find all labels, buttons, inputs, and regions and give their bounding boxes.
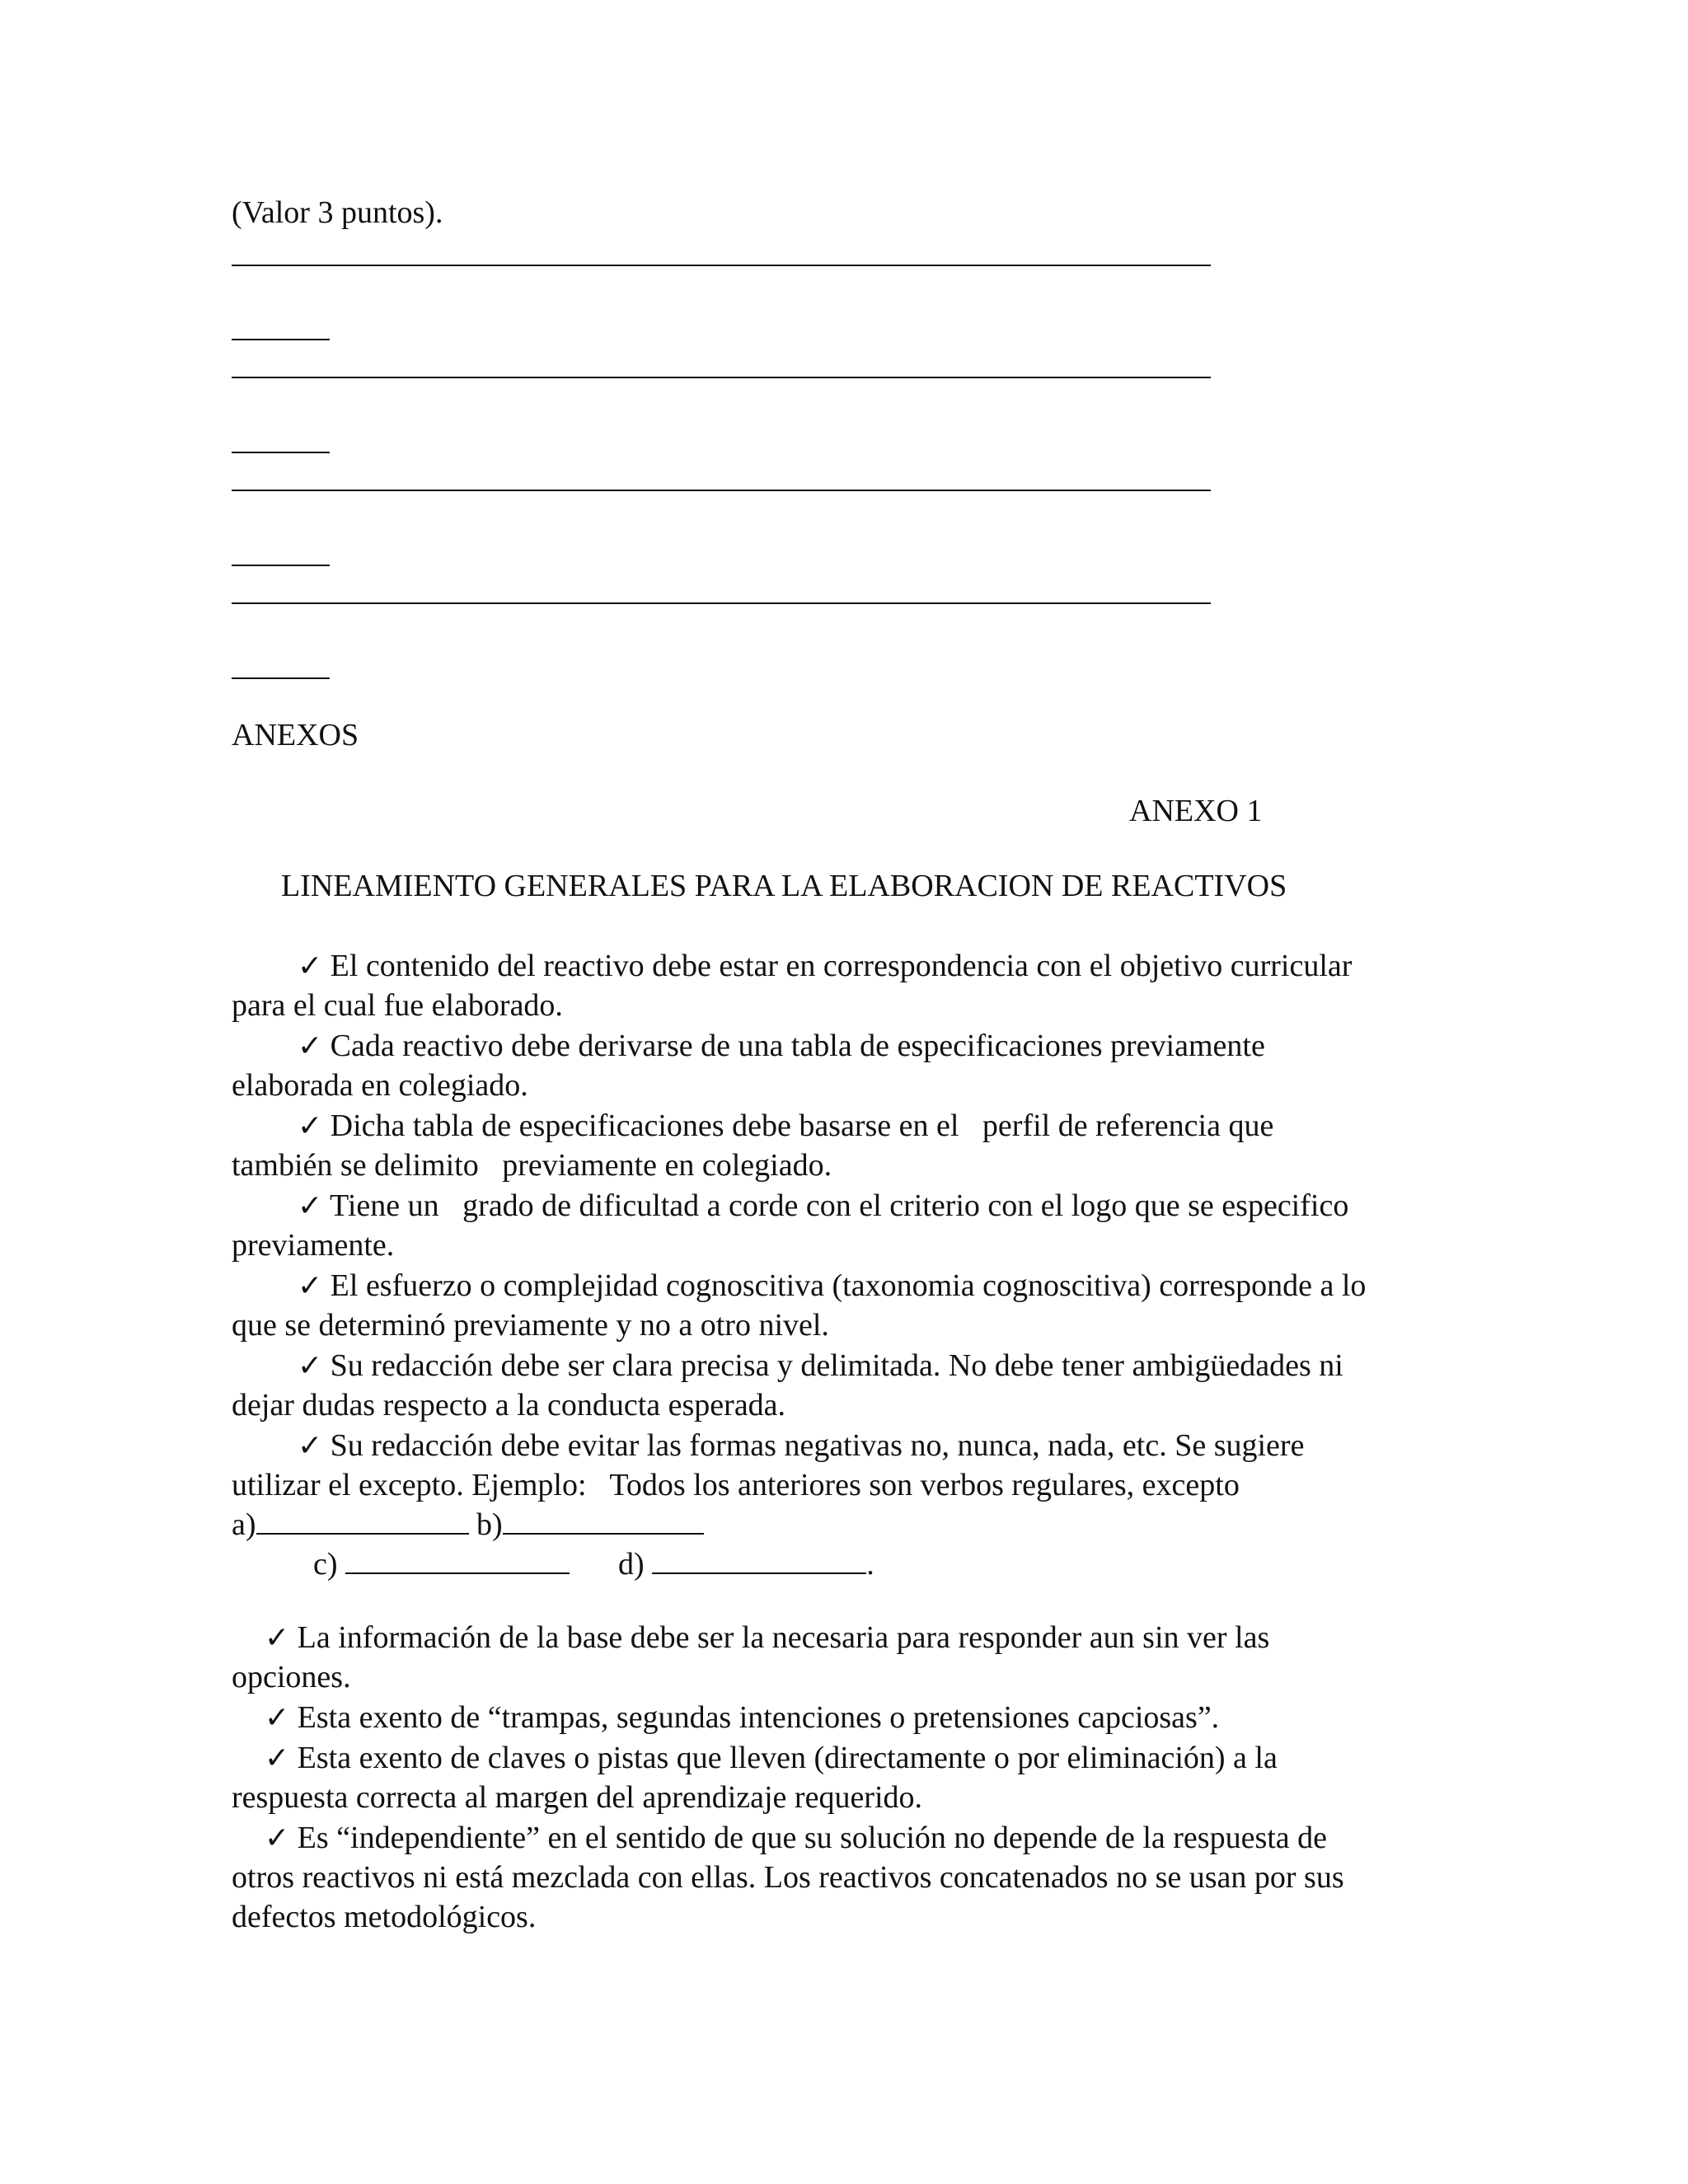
answer-line — [232, 265, 1211, 266]
answer-line — [232, 377, 1211, 378]
guideline-item: ✓ El esfuerzo o complejidad cognoscitiva (taxonomia cognoscitiva) corresponde a lo — [298, 1268, 1367, 1303]
example-options-row: c) d) . — [313, 1544, 874, 1584]
annex-label: ANEXO 1 — [1129, 794, 1263, 828]
points-value-text: (Valor 3 puntos). — [232, 195, 443, 230]
guideline-item: ✓ Esta exento de claves o pistas que lleven (directamente o por eliminación) a la — [265, 1741, 1278, 1775]
option-b-blank — [503, 1505, 704, 1535]
answer-line — [232, 490, 1211, 491]
option-c-blank — [345, 1544, 570, 1574]
option-a-label: a) — [232, 1507, 256, 1542]
answer-short-line — [232, 677, 330, 679]
checkmark-icon: ✓ — [298, 1189, 323, 1223]
guideline-item: ✓ La información de la base debe ser la necesaria para responder aun sin ver las — [265, 1620, 1270, 1655]
guideline-item: ✓ Dicha tabla de especificaciones debe basarse en el perfil de referencia que — [298, 1108, 1274, 1143]
guideline-item: ✓ Su redacción debe ser clara precisa y delimitada. No debe tener ambigüedades ni — [298, 1348, 1343, 1383]
option-b-label: b) — [476, 1507, 503, 1542]
annexes-heading: ANEXOS — [232, 718, 359, 752]
guideline-item: ✓ Tiene un grado de dificultad a corde con el criterio con el logo que se especifico — [298, 1188, 1349, 1223]
guideline-item-cont: dejar dudas respecto a la conducta esperada. — [232, 1388, 786, 1422]
guideline-item-cont: para el cual fue elaborado. — [232, 988, 563, 1023]
example-options-row — [232, 1505, 704, 1544]
answer-short-line — [232, 339, 330, 340]
checkmark-icon: ✓ — [265, 1621, 290, 1655]
guideline-item-cont: respuesta correcta al margen del aprendizaje requerido. — [232, 1780, 923, 1815]
option-c-label: c) — [313, 1547, 338, 1582]
guideline-item-cont: opciones. — [232, 1660, 351, 1694]
guideline-item: ✓ Es “independiente” en el sentido de que su solución no depende de la respuesta de — [265, 1821, 1328, 1855]
answer-line — [232, 602, 1211, 604]
answer-short-line — [232, 565, 330, 566]
checkmark-icon: ✓ — [298, 1029, 323, 1063]
checkmark-icon: ✓ — [298, 1109, 323, 1143]
checkmark-icon: ✓ — [298, 1349, 323, 1383]
guideline-item-cont: utilizar el excepto. Ejemplo: Todos los anteriores son verbos regulares, excepto — [232, 1468, 1240, 1502]
checkmark-icon: ✓ — [265, 1821, 290, 1855]
guideline-item: ✓ Su redacción debe evitar las formas negativas no, nunca, nada, etc. Se sugiere — [298, 1428, 1305, 1463]
guideline-item-cont: también se delimito previamente en colegiado. — [232, 1148, 832, 1183]
checkmark-icon: ✓ — [265, 1741, 290, 1775]
option-d-blank — [652, 1544, 866, 1574]
guideline-item-cont: otros reactivos ni está mezclada con ellas. Los reactivos concatenados no se usan por sus — [232, 1860, 1344, 1895]
checkmark-icon: ✓ — [298, 1429, 323, 1463]
option-d-label: d) — [618, 1547, 645, 1582]
annex-title: LINEAMIENTO GENERALES PARA LA ELABORACION DE REACTIVOS — [281, 869, 1287, 903]
answer-short-line — [232, 452, 330, 453]
option-a-blank — [256, 1505, 469, 1535]
checkmark-icon: ✓ — [298, 1269, 323, 1303]
checkmark-icon: ✓ — [298, 949, 323, 983]
guideline-item: ✓ Esta exento de “trampas, segundas intenciones o pretensiones capciosas”. — [265, 1700, 1220, 1735]
guideline-item-cont: elaborada en colegiado. — [232, 1068, 528, 1103]
guideline-item-cont: defectos metodológicos. — [232, 1900, 537, 1934]
guideline-item-cont: que se determinó previamente y no a otro nivel. — [232, 1308, 829, 1343]
checkmark-icon: ✓ — [265, 1701, 290, 1735]
guideline-item-cont: previamente. — [232, 1228, 395, 1263]
guideline-item: ✓ Cada reactivo debe derivarse de una tabla de especificaciones previamente — [298, 1029, 1265, 1063]
guideline-item: ✓ El contenido del reactivo debe estar en correspondencia con el objetivo curricular — [298, 949, 1353, 983]
